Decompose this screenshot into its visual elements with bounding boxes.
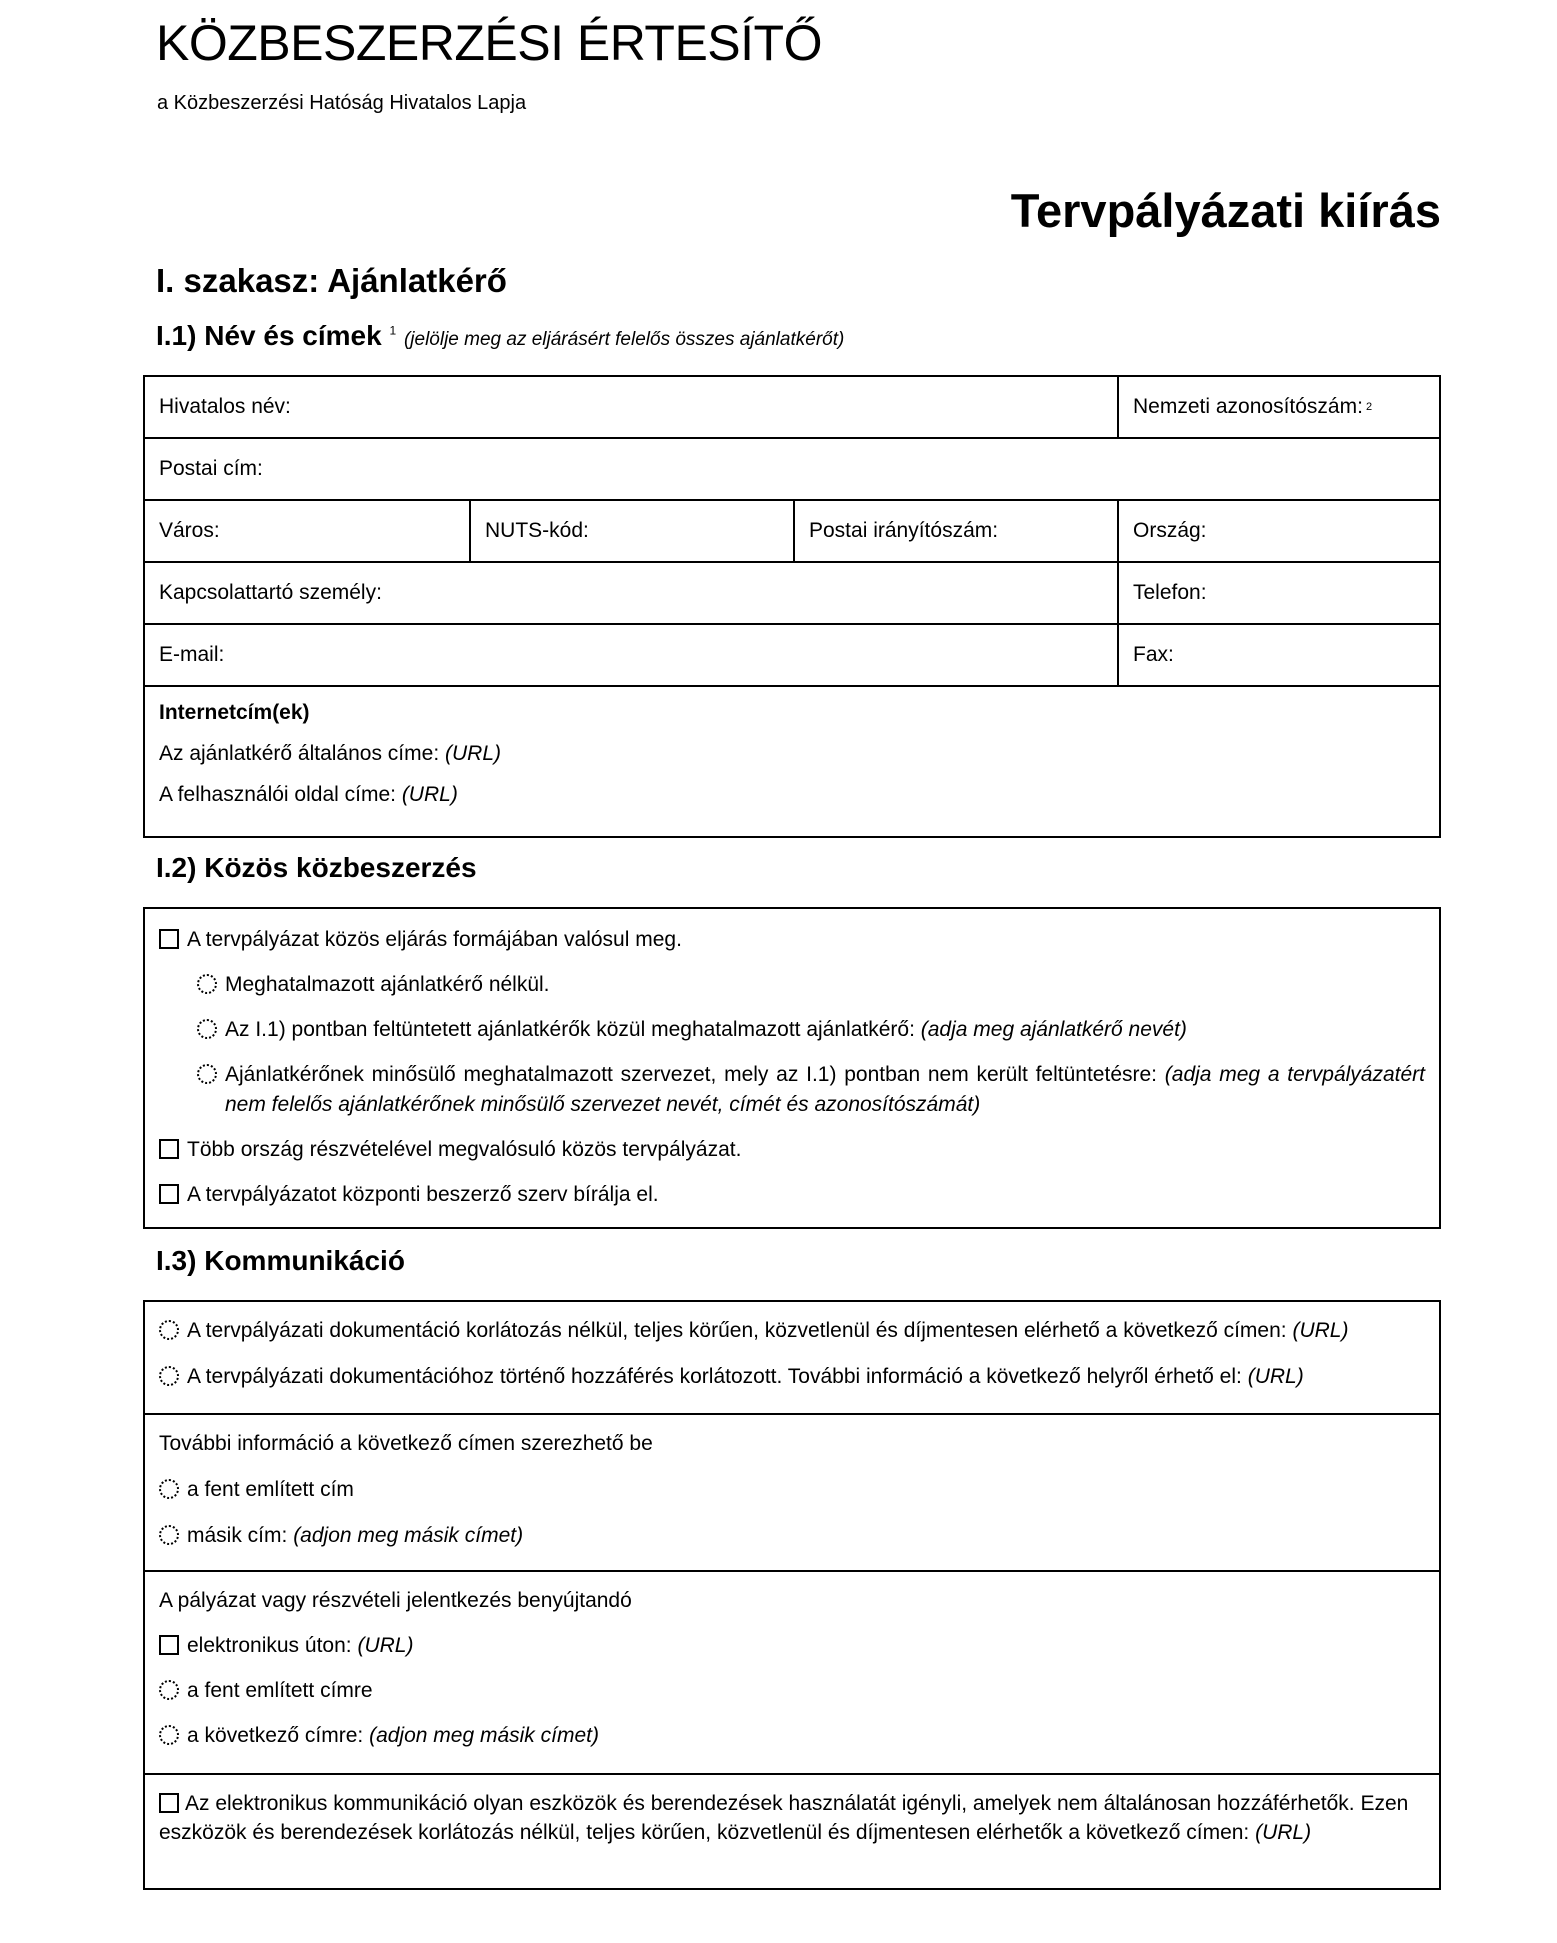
option-label: A tervpályázat közös eljárás formájában valósul meg. bbox=[187, 928, 682, 951]
subsection-title: I.1) Név és címek bbox=[156, 320, 382, 351]
option-label: Az elektronikus kommunikáció olyan eszközök és berendezések használatát igényli, amelyek nem általánosan hozzáférhetők. Ezen eszközök és berendezések korlátozás nélkül, teljes körűen, közvetlenül és díjmentesen elérhetők a következő címen: bbox=[159, 1792, 1409, 1844]
submission-heading: A pályázat vagy részvételi jelentkezés benyújtandó bbox=[159, 1589, 632, 1612]
general-url-value: (URL) bbox=[445, 742, 501, 765]
communication-box bbox=[143, 1300, 1441, 1890]
additional-info-block bbox=[145, 1415, 1439, 1572]
general-url-label: Az ajánlatkérő általános címe: bbox=[159, 742, 440, 765]
option-label: a fent említett cím bbox=[187, 1478, 354, 1501]
checkbox[interactable] bbox=[159, 929, 179, 949]
checkbox[interactable] bbox=[159, 1793, 179, 1813]
table-row bbox=[145, 563, 1439, 625]
table-row bbox=[145, 625, 1439, 687]
official-name-field[interactable]: Hivatalos név: bbox=[159, 395, 291, 418]
option-label: Több ország részvételével megvalósuló közös tervpályázat. bbox=[187, 1138, 742, 1161]
nuts-code-field[interactable]: NUTS-kód: bbox=[469, 501, 793, 561]
checkbox[interactable] bbox=[159, 1184, 179, 1204]
names-addresses-table bbox=[143, 375, 1441, 838]
documents-access-block bbox=[145, 1302, 1439, 1415]
table-row bbox=[145, 501, 1439, 563]
postal-address-field[interactable]: Postai cím: bbox=[159, 457, 263, 480]
electronic-communication-block[interactable] bbox=[145, 1775, 1439, 1857]
document-title: Tervpályázati kiírás bbox=[1010, 184, 1441, 237]
joint-procurement-box bbox=[143, 907, 1441, 1229]
subsection-heading-names-addresses bbox=[156, 320, 844, 352]
option-label: Az I.1) pontban feltüntetett ajánlatkérők közül meghatalmazott ajánlatkérő: bbox=[225, 1018, 915, 1041]
option-note: (adjon meg másik címet) bbox=[293, 1524, 524, 1547]
general-url-field[interactable] bbox=[159, 742, 1425, 766]
phone-field[interactable]: Telefon: bbox=[1117, 563, 1439, 623]
subsection-heading-communication: I.3) Kommunikáció bbox=[156, 1245, 405, 1276]
subsection-heading-joint-procurement: I.2) Közös közbeszerzés bbox=[156, 852, 477, 883]
radio-button[interactable] bbox=[159, 1320, 179, 1340]
page-subtitle: a Közbeszerzési Hatóság Hivatalos Lapja bbox=[157, 92, 527, 114]
option-label: a fent említett címre bbox=[187, 1679, 373, 1702]
option-label: a következő címre: bbox=[187, 1724, 364, 1747]
internet-heading: Internetcím(ek) bbox=[159, 701, 310, 724]
option-label: A tervpályázati dokumentációhoz történő hozzáférés korlátozott. További információ a következő helyről érhető el: bbox=[187, 1365, 1242, 1388]
submit-above-address-option[interactable] bbox=[159, 1676, 1425, 1706]
multi-country-option[interactable] bbox=[159, 1135, 1425, 1165]
country-field[interactable]: Ország: bbox=[1117, 501, 1439, 561]
table-row bbox=[145, 377, 1439, 439]
radio-button[interactable] bbox=[159, 1680, 179, 1700]
internet-addresses bbox=[145, 687, 1439, 832]
authorised-buyer-option[interactable] bbox=[197, 1015, 1425, 1045]
option-label: elektronikus úton: bbox=[187, 1634, 352, 1657]
option-url: (URL) bbox=[1255, 1821, 1312, 1844]
radio-button[interactable] bbox=[197, 974, 217, 994]
radio-button[interactable] bbox=[197, 1064, 217, 1084]
docs-free-access-option[interactable] bbox=[159, 1316, 1425, 1346]
checkbox[interactable] bbox=[159, 1635, 179, 1655]
option-url: (URL) bbox=[1292, 1319, 1349, 1342]
page-title: KÖZBESZERZÉSI ÉRTESÍTŐ bbox=[156, 15, 822, 71]
fax-field[interactable]: Fax: bbox=[1117, 625, 1439, 685]
option-label: másik cím: bbox=[187, 1524, 288, 1547]
city-field[interactable]: Város: bbox=[159, 519, 220, 542]
buyer-url-label: A felhasználói oldal címe: bbox=[159, 783, 396, 806]
buyer-profile-url-field[interactable] bbox=[159, 783, 1425, 807]
radio-button[interactable] bbox=[197, 1019, 217, 1039]
submission-block bbox=[145, 1572, 1439, 1775]
info-other-address-option[interactable] bbox=[159, 1521, 1425, 1551]
footnote-ref: 2 bbox=[1365, 401, 1373, 413]
radio-button[interactable] bbox=[159, 1725, 179, 1745]
footnote-ref: 1 bbox=[389, 323, 397, 338]
contact-person-field[interactable]: Kapcsolattartó személy: bbox=[159, 581, 382, 604]
central-purchasing-option[interactable] bbox=[159, 1180, 1425, 1210]
table-row bbox=[145, 439, 1439, 501]
joint-procedure-option[interactable] bbox=[159, 925, 1425, 955]
info-above-address-option[interactable] bbox=[159, 1475, 1425, 1505]
option-note: (adja meg a tervpályázatért nem felelős ajánlatkérőnek minősülő szervezet nevét, címét és azonosítószámát) bbox=[225, 1063, 1425, 1116]
option-label: A tervpályázati dokumentáció korlátozás nélkül, teljes körűen, közvetlenül és díjmentesen elérhető a következő címen: bbox=[187, 1319, 1287, 1342]
submit-electronic-option[interactable] bbox=[159, 1631, 1425, 1661]
option-label: Meghatalmazott ajánlatkérő nélkül. bbox=[225, 973, 550, 996]
section-heading: I. szakasz: Ajánlatkérő bbox=[156, 262, 507, 299]
option-url: (URL) bbox=[1247, 1365, 1304, 1388]
postcode-field[interactable]: Postai irányítószám: bbox=[793, 501, 1117, 561]
option-note: (adja meg ajánlatkérő nevét) bbox=[920, 1018, 1187, 1041]
national-id-field[interactable] bbox=[1117, 377, 1439, 437]
radio-button[interactable] bbox=[159, 1525, 179, 1545]
email-field[interactable]: E-mail: bbox=[159, 643, 225, 666]
option-label: Ajánlatkérőnek minősülő meghatalmazott szervezet, mely az I.1) pontban nem került feltüntetésre: bbox=[225, 1063, 1157, 1086]
radio-button[interactable] bbox=[159, 1366, 179, 1386]
national-id-label: Nemzeti azonosítószám: bbox=[1133, 395, 1363, 418]
additional-info-heading: További információ a következő címen szerezhető be bbox=[159, 1432, 653, 1455]
option-url: (URL) bbox=[357, 1634, 414, 1657]
authorised-organisation-option[interactable] bbox=[197, 1060, 1425, 1120]
checkbox[interactable] bbox=[159, 1139, 179, 1159]
docs-restricted-access-option[interactable] bbox=[159, 1362, 1425, 1392]
submit-following-address-option[interactable] bbox=[159, 1721, 1425, 1751]
subsection-note: (jelölje meg az eljárásért felelős összes ajánlatkérőt) bbox=[403, 329, 845, 350]
no-authorised-buyer-option[interactable] bbox=[197, 970, 1425, 1000]
buyer-url-value: (URL) bbox=[401, 783, 458, 806]
option-label: A tervpályázatot központi beszerző szerv bírálja el. bbox=[187, 1183, 659, 1206]
radio-button[interactable] bbox=[159, 1479, 179, 1499]
option-note: (adjon meg másik címet) bbox=[369, 1724, 599, 1747]
